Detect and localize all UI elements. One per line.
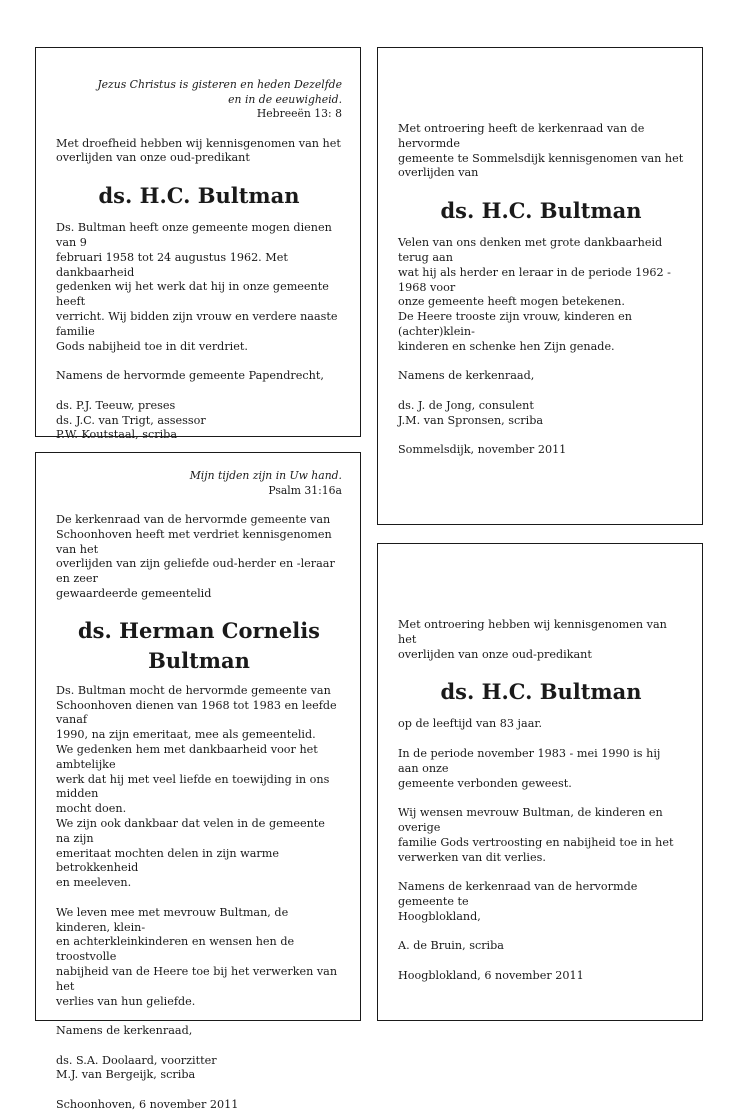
deceased-name: ds. Herman Cornelis Bultman [78,617,320,673]
place-date: Hoogblokland, 6 november 2011 [398,968,584,982]
body-text: Ds. Bultman mocht de hervormde gemeente van Schoonhoven dienen van 1968 tot 1983 en leefde vanaf 1990, na zijn emeritaat, mee als gemeentelid. We gedenken hem met dankbaarheid voor het ambtelijke werk dat hij met veel liefde en toewijding in ons midden mocht doen. We zijn ook dankbaar dat velen in de gemeente na zijn emeritaat mochten delen in zijn warme betrokkenheid en meeleven. [56,683,337,890]
notice-papendrecht [35,47,361,442]
on-behalf-text: Namens de hervormde gemeente Papendrecht, [56,369,324,383]
notice-schoonhoven [35,452,361,1112]
on-behalf-text: Namens de kerkenraad van de hervormde gemeente te Hoogblokland, [398,880,638,923]
deceased-name: ds. H.C. Bultman [98,183,300,209]
intro-text: De kerkenraad van de hervormde gemeente van Schoonhoven heeft met verdriet kennisgenomen van het overlijden van zijn geliefde oud-herder en -leraar en zeer gewaardeerde gemeentelid [56,512,335,600]
age-text: op de leeftijd van 83 jaar. [398,717,543,731]
place-date: Sommelsdijk, november 2011 [398,443,567,457]
period-text: In de periode november 1983 - mei 1990 is hij aan onze gemeente verbonden geweest. [398,746,661,790]
notice-hoogblokland [377,543,703,1021]
bible-quote: Jezus Christus is gisteren en heden Dezelfde en in de eeuwigheid. Hebreeën 13: 8 [97,78,342,121]
bible-quote: Mijn tijden zijn in Uw hand. Psalm 31:16a [189,469,342,497]
body-text: Velen van ons denken met grote dankbaarheid terug aan wat hij als herder en leraar in de periode 1962 - 1968 voor onze gemeente heeft mogen betekenen. De Heere trooste zijn vrouw, kinderen en (achter)klein- kinderen en schenke hen Zijn genade. [398,236,671,353]
on-behalf-text: Namens de kerkenraad, [56,1024,193,1038]
notice-sommelsdijk [377,47,703,525]
body-text: Ds. Bultman heeft onze gemeente mogen dienen van 9 februari 1958 tot 24 augustus 1962. Met dankbaarheid gedenken wij het werk dat hij in onze gemeente heeft verricht. Wij bidden zijn vrouw en verdere naaste familie Gods nabijheid toe in dit verdriet. [56,221,338,353]
place-date: Schoonhoven, 6 november 2011 [56,1098,239,1112]
deceased-name: ds. H.C. Bultman [440,198,642,224]
signatories: ds. J. de Jong, consulent J.M. van Spronsen, scriba [398,398,544,427]
wish-text: Wij wensen mevrouw Bultman, de kinderen en overige familie Gods vertroosting en nabijheid toe in het verwerken van dit verlies. [398,806,674,864]
intro-text: Met ontroering heeft de kerkenraad van de hervormde gemeente te Sommelsdijk kennisgenomen van het overlijden van [398,122,684,180]
signatory: A. de Bruin, scriba [398,939,504,953]
intro-text: Met ontroering hebben wij kennisgenomen van het overlijden van onze oud-predikant [398,618,667,661]
deceased-name: ds. H.C. Bultman [440,679,642,705]
signatories: ds. S.A. Doolaard, voorzitter M.J. van Bergeijk, scriba [56,1053,217,1082]
signatories: ds. P.J. Teeuw, preses ds. J.C. van Trigt, assessor P.W. Koutstaal, scriba [56,398,206,442]
on-behalf-text: Namens de kerkenraad, [398,369,535,383]
condolence-text: We leven mee met mevrouw Bultman, de kinderen, klein- en achterkleinkinderen en wensen hen de troostvolle nabijheid van de Heere toe bij het verwerken van het verlies van hun geliefde. [56,905,338,1008]
intro-text: Met droefheid hebben wij kennisgenomen van het overlijden van onze oud-predikant [56,136,341,165]
